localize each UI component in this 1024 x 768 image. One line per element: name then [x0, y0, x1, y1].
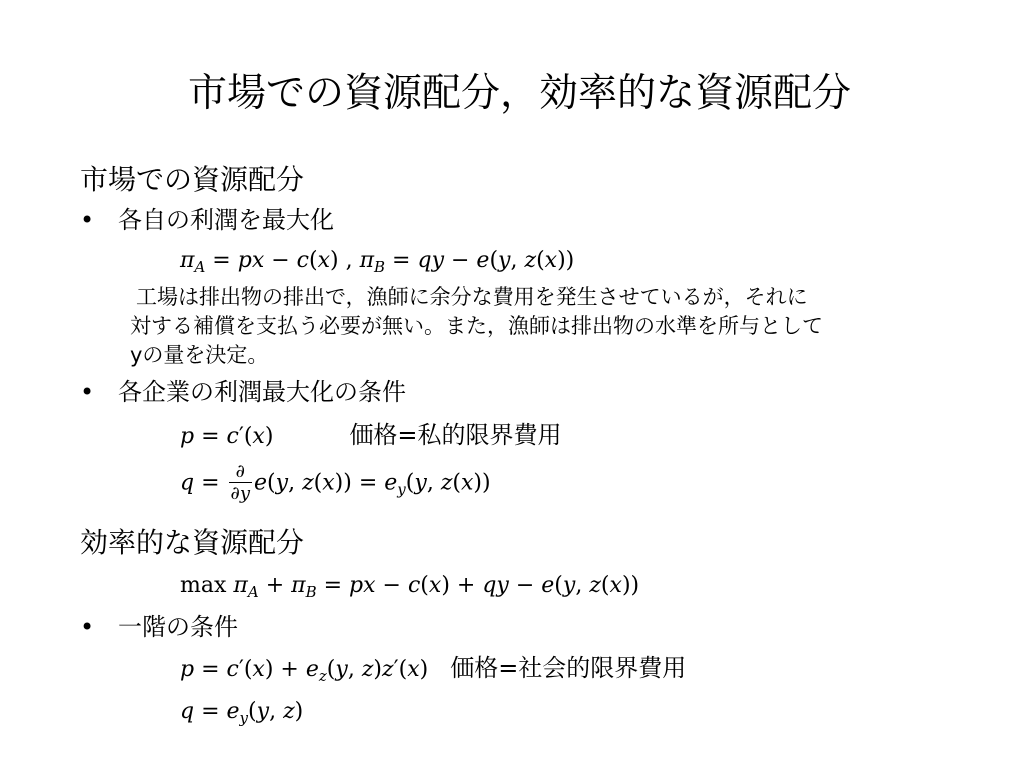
- equation-price-private: p = c′(x) 価格=私的限界費用: [180, 421, 562, 449]
- bullet-firm-conditions: [80, 376, 406, 408]
- bullet-text: 各企業の利潤最大化の条件: [118, 378, 406, 406]
- slide-title: 市場での資源配分，効率的な資源配分: [188, 71, 852, 116]
- section-heading-efficient: 効率的な資源配分: [80, 526, 305, 559]
- bullet-icon: •: [80, 206, 95, 234]
- bullet-icon: •: [80, 378, 95, 406]
- equation-max: $\max \pi_A + \pi_B$ = px − c(x) + qy − e(y, z(x)): [180, 573, 640, 601]
- bullet-text: 一階の条件: [118, 613, 238, 641]
- paragraph-line-1: 工場は排出物の排出で，漁師に余分な費用を発生させているが，それに: [136, 285, 808, 309]
- equation-q-derivative: q = $\frac{\partial}{\partial y}$ e(y, $z(x)) = e_y(y$, z(x)): [180, 461, 491, 504]
- bullet-first-order: [80, 611, 238, 643]
- label-social-marginal-cost: 価格=社会的限界費用: [450, 654, 687, 682]
- partial-fraction: $\frac{\partial}{\partial y}$: [230, 461, 250, 504]
- bullet-icon: •: [80, 613, 95, 641]
- section-heading-market: 市場での資源配分: [80, 163, 305, 196]
- paragraph-line-2: 対する補償を支払う必要が無い。また，漁師は排出物の水準を所与として: [130, 314, 823, 338]
- label-private-marginal-cost: 価格=私的限界費用: [349, 421, 562, 449]
- bullet-text: 各自の利潤を最大化: [118, 206, 334, 234]
- equation-q-ey: $q = e_y(y$, z): [180, 699, 304, 727]
- equation-profits: $\pi_A$ = px − c(x) , $\pi_B$ = qy − e(y, z(x)): [180, 248, 575, 276]
- bullet-maximize-profit: [80, 204, 334, 236]
- equation-price-social: $p = c'(x) + e_z(y$, z)z′(x) 価格=社会的限界費用: [180, 654, 687, 685]
- paragraph-line-3: yの量を決定。: [130, 343, 269, 367]
